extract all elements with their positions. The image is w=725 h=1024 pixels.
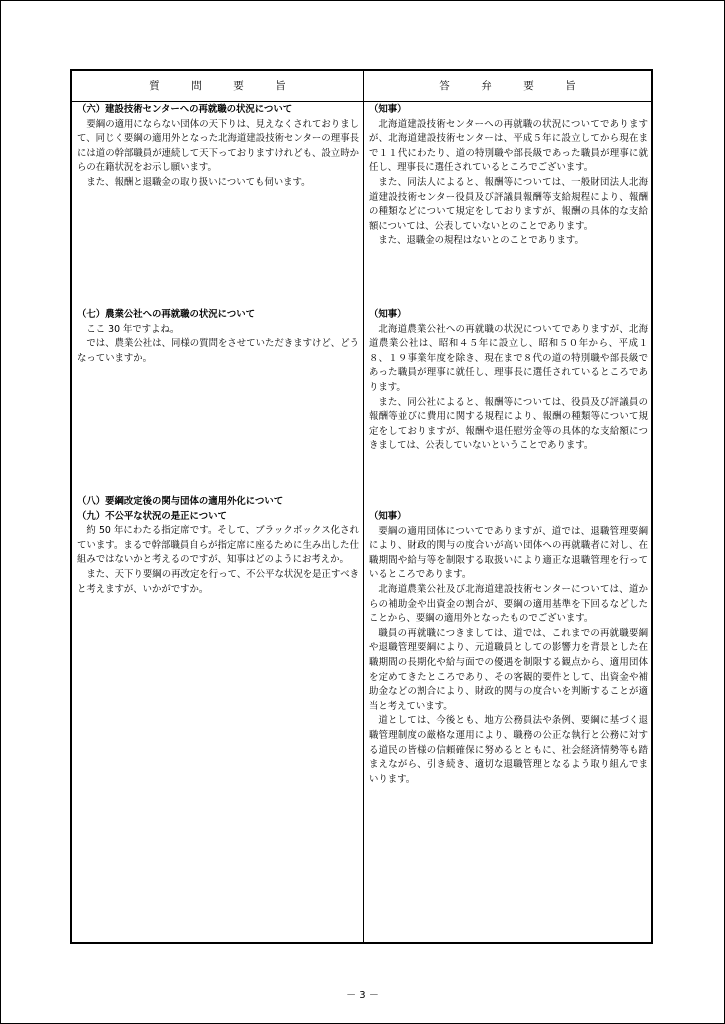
table-header-row — [72, 71, 651, 102]
answer-paragraph: また、同公社によると、報酬等については、役員及び評議員の報酬等並びに費用に関する規程により、報酬の種類等について規定をしておりますが、報酬や退任慰労金等の具体的な支給額につきましては、公表していないということであります。 — [369, 396, 648, 452]
answer-paragraph: 道としては、今後とも、地方公務員法や条例、要綱に基づく退職管理制度の厳格な運用により、職務の公正な執行と公務に対する道民の皆様の信頼確保に努めるとともに、社会経済情勢等も踏まえながら、引き続き、適切な退職管理となるよう取り組んでまいります。 — [369, 715, 648, 785]
question-summary-header: 質 問 要 旨 — [149, 80, 286, 92]
answer-paragraph: また、同法人によると、報酬等については、一般財団法人北海道建設技術センター役員及び評議員報酬等支給規程により、報酬の種類などについて規定をしておりますが、報酬の具体的な支給額については、公表していないとのことであります。 — [369, 176, 648, 232]
question-block-6 — [77, 103, 359, 191]
question-title: （九）不公平な状況の是正について — [77, 510, 227, 522]
question-title: （八）要綱改定後の関与団体の適用外化について — [77, 496, 284, 507]
page-number: － 3 － — [346, 990, 379, 1001]
answer-paragraph: また、退職金の規程はないとのことであります。 — [378, 235, 584, 247]
question-paragraph: また、天下り要綱の再改定を行って、不公平な状況を是正すべきと考えますが、いかがですか。 — [77, 568, 359, 595]
answer-block-7 — [369, 308, 648, 454]
question-paragraph: 約 50 年にわたる指定席です。そして、ブラックボックス化されています。まるで幹部職員自らが指定席に座るために生み出した仕組みではないかと考えるのですが、知事はどのようにお考えか。 — [77, 525, 359, 566]
answer-summary-header: 答 弁 要 旨 — [439, 80, 576, 92]
question-paragraph: また、報酬と退職金の取り扱いについても伺います。 — [86, 176, 311, 188]
answer-speaker: （知事） — [369, 511, 407, 522]
question-title: （六）建設技術センターへの再就職の状況について — [77, 104, 293, 115]
answer-paragraph: 職員の再就職につきましては、道では、これまでの再就職要綱や退職管理要綱により、元道職員としての影響力を背景とした在職期間の長期化や給与面での優遇を制限する観点から、適用団体を定めてきたところであり、その客観的要件として、出資金や補助金などの割合により、財政的関与の度合いを判断することが適当と考えています。 — [369, 627, 648, 712]
answer-paragraph: 北海道農業公社への再就職の状況についてでありますが、北海道農業公社は、昭和４５年に設立し、昭和５０年から、平成１８、１９事業年度を除き、現在まで８代の道の特別職や部長級であった職員が理事に就任し、理事長に選任されているところであります。 — [369, 323, 648, 393]
qa-table — [70, 69, 653, 944]
answer-speaker: （知事） — [369, 104, 407, 115]
answer-block-8 — [369, 510, 648, 787]
question-block-7 — [77, 308, 359, 366]
answer-paragraph: 北海道農業公社及び北海道建設技術センターについては、道からの補助金や出資金の割合が、要綱の適用基準を下回るなどしたことから、要綱の適用外となったものでございます。 — [369, 583, 648, 625]
answer-speaker: （知事） — [369, 309, 407, 320]
column-divider — [363, 71, 364, 942]
answer-block-6 — [369, 103, 648, 249]
question-paragraph: 要綱の適用にならない団体の天下りは、見えなくされておりまして、同じく要綱の適用外となった北海道建設技術センターの理事長には道の幹部職員が連続して天下っておりますけれども、設立時からの在籍状況をお示し願います。 — [77, 118, 359, 174]
question-paragraph: では、農業公社は、同様の質問をさせていただきますけど、どうなっていますか。 — [77, 338, 359, 364]
question-block-8-9 — [77, 495, 359, 597]
question-title: （七）農業公社への再就職の状況について — [77, 309, 255, 320]
question-paragraph: ここ 30 年ですよね。 — [86, 323, 180, 335]
answer-paragraph: 要綱の適用団体についてでありますが、道では、退職管理要綱により、財政的関与の度合いが高い団体への再就職者に対し、在職期間や給与等を制限する取扱いにより適正な退職管理を行っているところであります。 — [369, 525, 648, 581]
answer-paragraph: 北海道建設技術センターへの再就職の状況についてでありますが、北海道建設技術センターは、平成５年に設立してから現在まで１１代にわたり、道の特別職や部長級であった職員が理事に就任し、理事長に選任されているところでございます。 — [369, 118, 648, 174]
